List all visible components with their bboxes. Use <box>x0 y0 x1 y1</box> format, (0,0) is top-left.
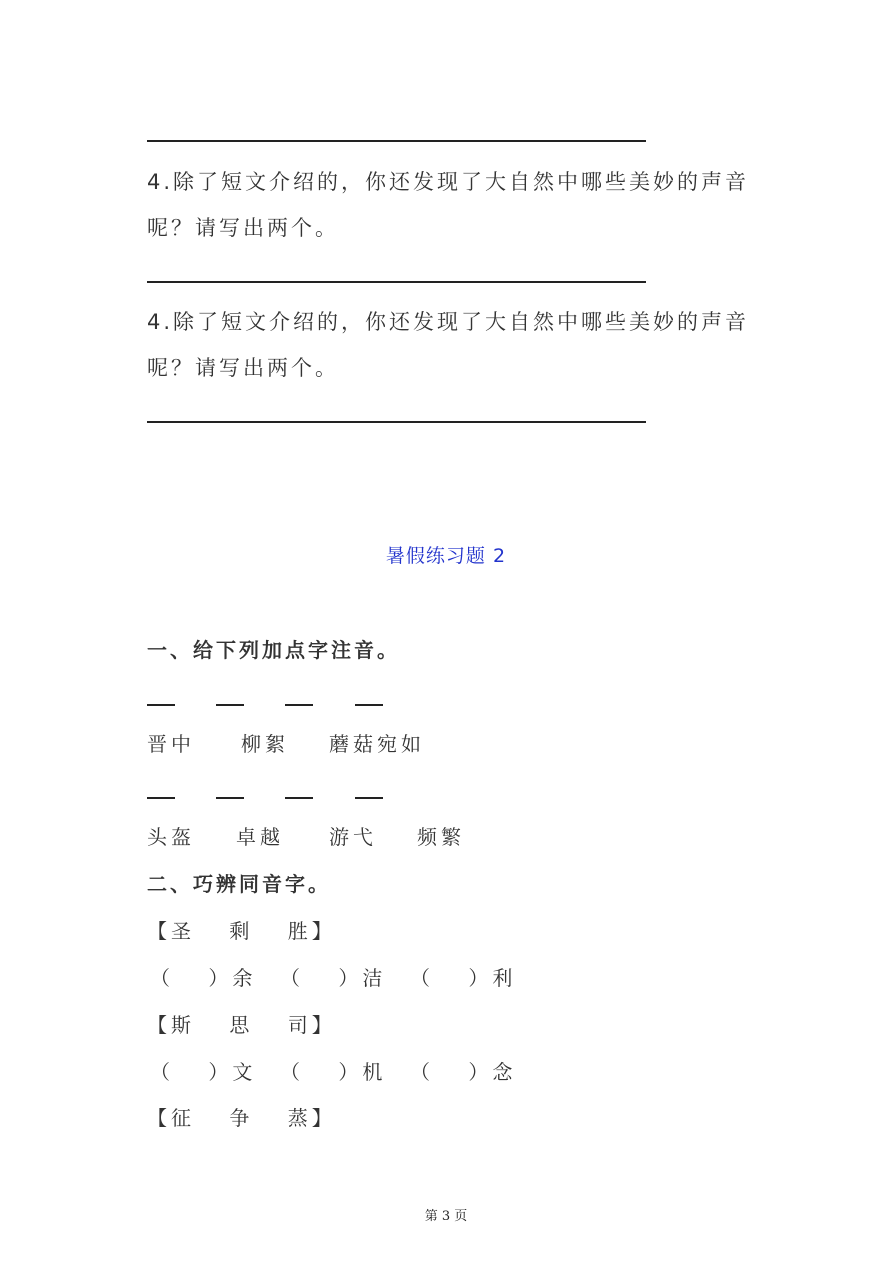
word: 蘑菇宛如 <box>329 732 425 756</box>
answer-line <box>147 140 646 142</box>
word: 频繁 <box>417 825 465 849</box>
question-line: 呢？请写出两个。 <box>147 356 339 380</box>
fill-blank: （ ）文 <box>150 1060 257 1084</box>
answer-line <box>147 281 646 283</box>
word: 晋中 <box>147 732 195 756</box>
question-line: 呢？请写出两个。 <box>147 216 339 240</box>
question-line: 4.除了短文介绍的，你还发现了大自然中哪些美妙的声音 <box>147 310 750 334</box>
pinyin-blank <box>355 704 383 706</box>
page-number: 第 3 页 <box>424 1209 468 1224</box>
pinyin-blank <box>216 797 244 799</box>
fill-blank: （ ）洁 <box>280 966 387 990</box>
pinyin-blank <box>216 704 244 706</box>
word: 柳絮 <box>241 732 289 756</box>
char-group: 【征 争 蒸】 <box>147 1106 336 1130</box>
pinyin-blank <box>355 797 383 799</box>
word: 头盔 <box>147 825 195 849</box>
fill-blank: （ ）念 <box>410 1060 517 1084</box>
section-title: 暑假练习题 2 <box>385 545 507 567</box>
part2-heading: 二、巧辨同音字。 <box>147 872 331 896</box>
pinyin-blank <box>147 797 175 799</box>
pinyin-blank <box>285 704 313 706</box>
char-group: 【圣 剩 胜】 <box>147 919 336 943</box>
pinyin-blank <box>285 797 313 799</box>
part1-heading: 一、给下列加点字注音。 <box>147 638 400 662</box>
word: 卓越 <box>236 825 284 849</box>
answer-line <box>147 421 646 423</box>
word: 游弋 <box>329 825 377 849</box>
char-group: 【斯 思 司】 <box>147 1013 336 1037</box>
pinyin-blank <box>147 704 175 706</box>
fill-blank: （ ）利 <box>410 966 517 990</box>
question-line: 4.除了短文介绍的，你还发现了大自然中哪些美妙的声音 <box>147 170 750 194</box>
fill-blank: （ ）余 <box>150 966 257 990</box>
fill-blank: （ ）机 <box>280 1060 387 1084</box>
